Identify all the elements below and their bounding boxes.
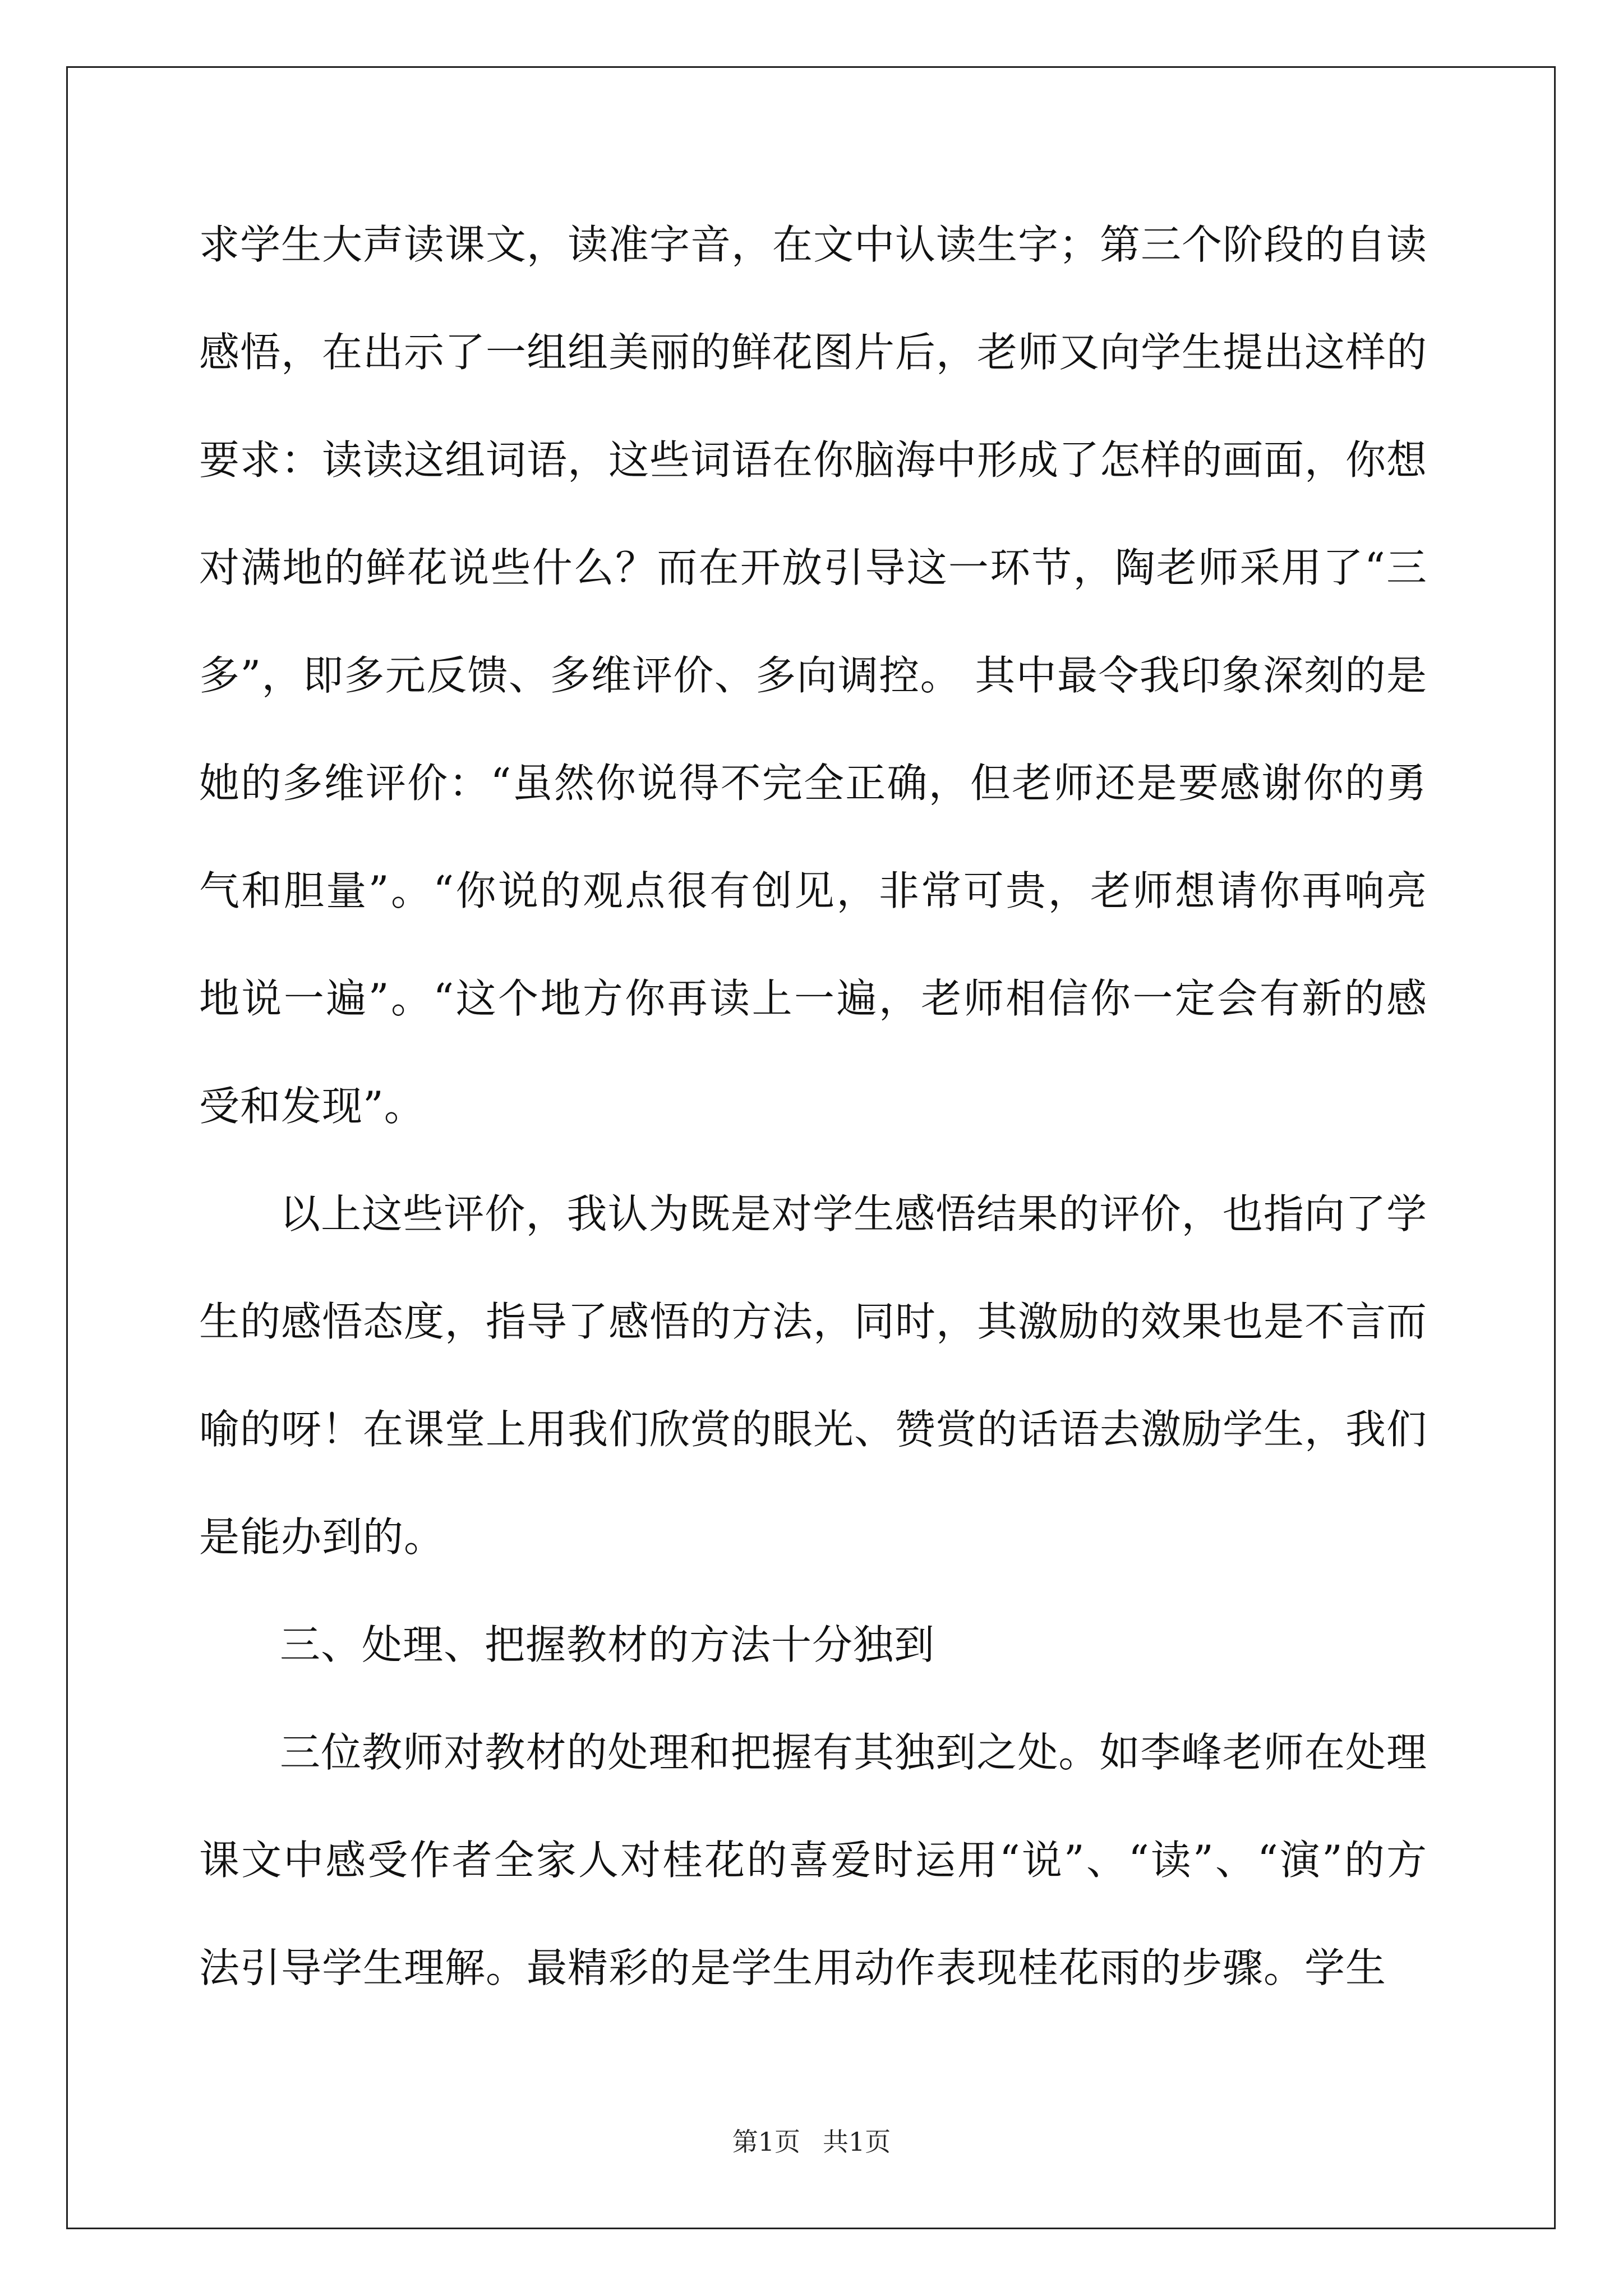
page-number-current: 第1页 — [732, 2127, 800, 2157]
section-heading: 三、处理、把握教材的方法十分独到 — [280, 1621, 935, 1668]
paragraph-1: 求学生大声读课文，读准字音，在文中认读生字；第三个阶段的自读感悟，在出示了一组组美丽的鲜花图片后，老师又向学生提出这样的要求：读读这组词语，这些词语在你脑海中形成了怎样的画面，你想对满地的鲜花说些什么？而在开放引导这一环节，陶老师采用了“三多”，即多元反馈、多维评价、多向调控。 其中最令我印象深刻的是她的多维评价：“虽然你说得不完全正确，但老师还是要感谢你的勇气和胆量”。“你说的观点很有创见，非常可贵，老师想请你再响亮地说一遍”。“这个地方你再读上一遍，老师相信你一定会有新的感受和发现”。 — [199, 221, 1428, 1130]
page-number-total: 共1页 — [823, 2127, 891, 2157]
paragraph-2: 以上这些评价，我认为既是对学生感悟结果的评价，也指向了学生的感悟态度，指导了感悟的方法，同时，其激励的效果也是不言而喻的呀！在课堂上用我们欣赏的眼光、赞赏的话语去激励学生，我们是能办到的。 — [199, 1190, 1428, 1561]
document-body — [199, 191, 1427, 2022]
paragraph-3: 三位教师对教材的处理和把握有其独到之处。如李峰老师在处理课文中感受作者全家人对桂花的喜爱时运用“说”、“读”、“演”的方法引导学生理解。最精彩的是学生用动作表现桂花雨的步骤。学生 — [199, 1729, 1427, 1991]
page-footer — [0, 2125, 1623, 2159]
